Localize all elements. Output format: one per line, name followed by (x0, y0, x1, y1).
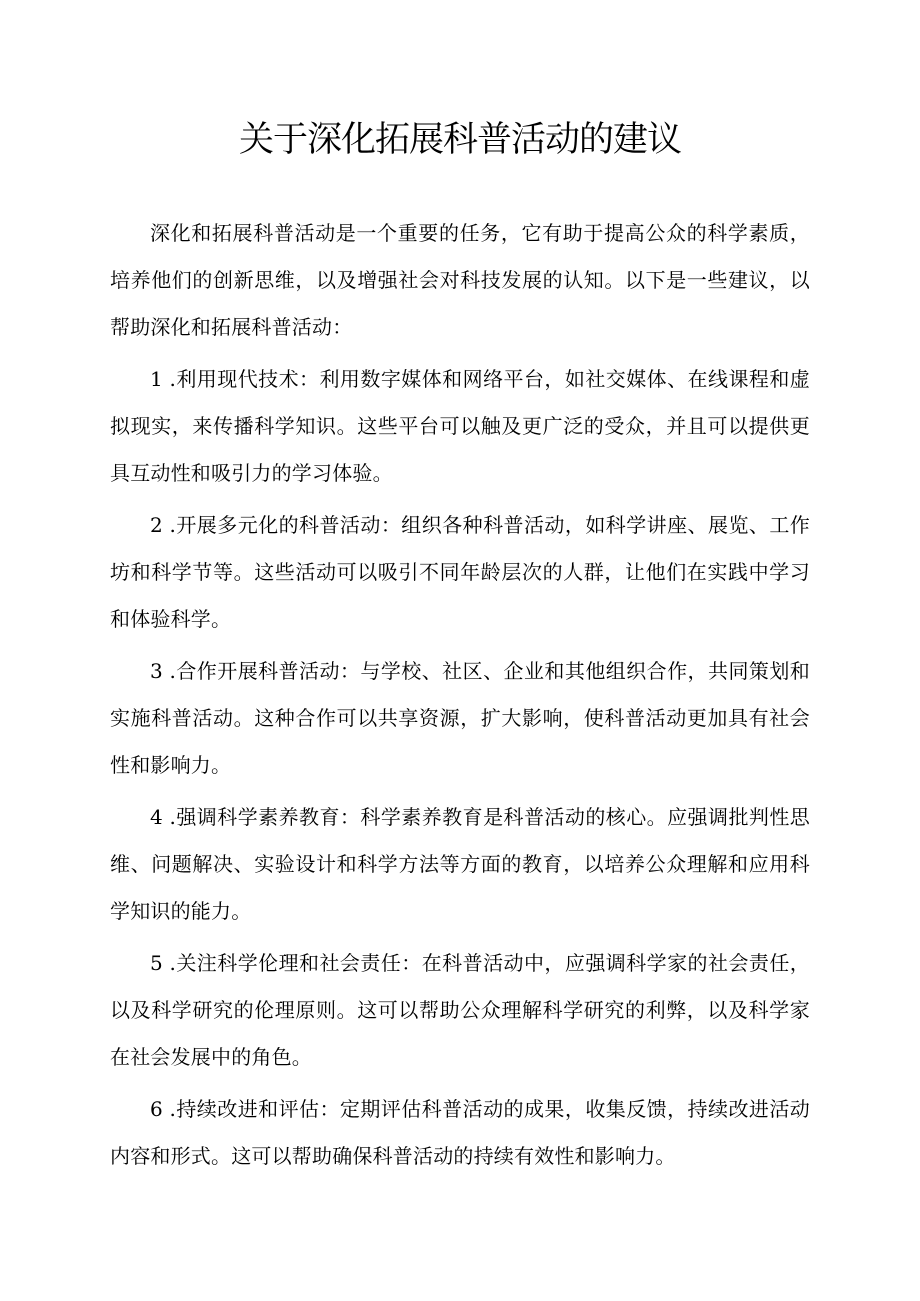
suggestion-number: 3 (150, 659, 163, 683)
suggestion-text: .持续改进和评估：定期评估科普活动的成果，收集反馈，持续改进活动内容和形式。这可以帮助确保科普活动的持续有效性和影响力。 (110, 1097, 810, 1168)
suggestion-item-2 (110, 502, 810, 643)
intro-paragraph: 深化和拓展科普活动是一个重要的任务，它有助于提高公众的科学素质，培养他们的创新思维，以及增强社会对科技发展的认知。以下是一些建议，以帮助深化和拓展科普活动： (110, 221, 810, 339)
document-title: 关于深化拓展科普活动的建议 (238, 120, 681, 160)
suggestion-item-6 (110, 1086, 810, 1180)
suggestion-item-1 (110, 356, 810, 497)
suggestion-number: 2 (150, 513, 163, 537)
suggestion-number: 5 (150, 951, 163, 975)
document-body (110, 210, 810, 1185)
suggestion-text: .开展多元化的科普活动：组织各种科普活动，如科学讲座、展览、工作坊和科学节等。这些活动可以吸引不同年龄层次的人群，让他们在实践中学习和体验科学。 (110, 513, 810, 631)
suggestion-item-5 (110, 940, 810, 1081)
suggestion-item-3 (110, 648, 810, 789)
suggestion-item-4 (110, 794, 810, 935)
suggestion-text: .强调科学素养教育：科学素养教育是科普活动的核心。应强调批判性思维、问题解决、实验设计和科学方法等方面的教育，以培养公众理解和应用科学知识的能力。 (110, 805, 810, 923)
suggestion-text: .合作开展科普活动：与学校、社区、企业和其他组织合作，共同策划和实施科普活动。这种合作可以共享资源，扩大影响，使科普活动更加具有社会性和影响力。 (110, 659, 810, 777)
suggestion-number: 1 (150, 367, 163, 391)
suggestion-number: 4 (150, 805, 163, 829)
suggestion-number: 6 (150, 1097, 163, 1121)
suggestion-text: .关注科学伦理和社会责任：在科普活动中，应强调科学家的社会责任，以及科学研究的伦理原则。这可以帮助公众理解科学研究的利弊，以及科学家在社会发展中的角色。 (110, 951, 810, 1069)
suggestion-text: .利用现代技术：利用数字媒体和网络平台，如社交媒体、在线课程和虚拟现实，来传播科学知识。这些平台可以触及更广泛的受众，并且可以提供更具互动性和吸引力的学习体验。 (110, 367, 810, 485)
